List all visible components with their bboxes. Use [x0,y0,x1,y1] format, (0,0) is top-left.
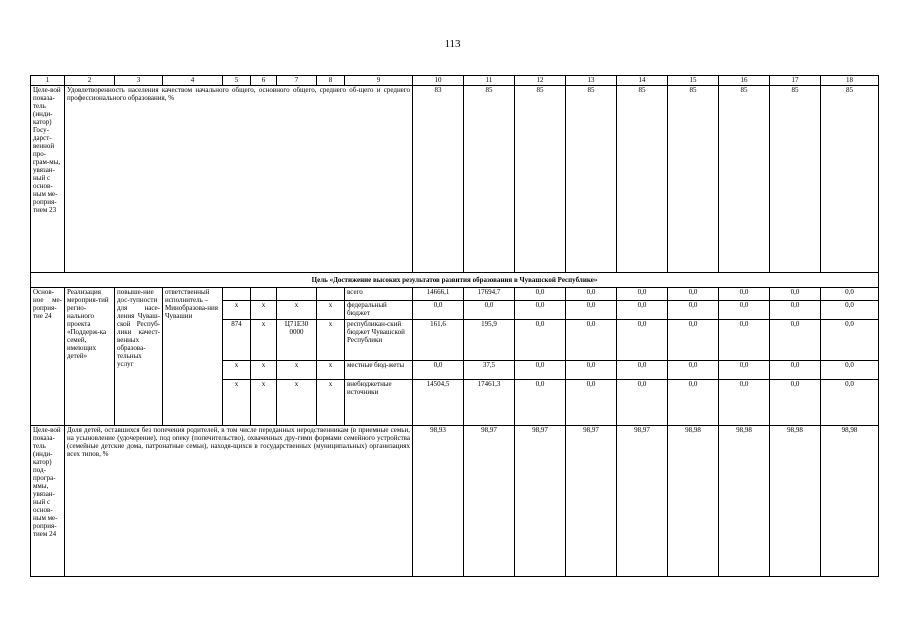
funding-value: 0,0 [821,301,879,320]
funding-value: 0,0 [566,361,617,380]
budget-code-cell [277,288,317,301]
funding-value: 0,0 [617,288,668,301]
budget-code-cell: x [251,320,277,361]
funding-value: 0,0 [566,320,617,361]
indicator-value: 98,97 [515,426,566,577]
budget-code-cell: x [317,380,345,426]
indicator-value: 98,98 [719,426,770,577]
funding-value: 0,0 [821,288,879,301]
funding-value: 0,0 [668,380,719,426]
budget-code-cell: x [251,380,277,426]
funding-value: 161,6 [413,320,464,361]
indicator-value: 98,93 [413,426,464,577]
event-executor: ответственный исполнитель – Минобразова-ния Чувашии [163,288,223,426]
funding-value: 14666,1 [413,288,464,301]
funding-source: всего [345,288,413,301]
funding-source: республикан-ский бюджет Чувашской Республики [345,320,413,361]
funding-source: федеральный бюджет [345,301,413,320]
indicator-description: Удовлетворенность населения качеством начального общего, основного общего, среднего об-щего и среднего профессионального образования, % [65,86,413,273]
funding-value: 0,0 [719,288,770,301]
budget-code-cell: x [223,380,251,426]
budget-code-cell: Ц71Е30 0000 [277,320,317,361]
funding-value: 0,0 [617,320,668,361]
indicator-value: 85 [719,86,770,273]
funding-value: 0,0 [413,361,464,380]
funding-value: 0,0 [566,380,617,426]
funding-value: 0,0 [770,361,821,380]
funding-value: 0,0 [617,380,668,426]
budget-code-cell: 874 [223,320,251,361]
budget-code-cell: x [277,361,317,380]
event-title: Реализация мероприя-тий регио-нального проекта «Поддерж-ка семей, имеющих детей» [65,288,115,426]
column-number: 12 [515,76,566,86]
funding-row [31,288,879,301]
funding-source: внебюджетные источники [345,380,413,426]
column-number: 8 [317,76,345,86]
indicator-value: 98,98 [770,426,821,577]
indicator-label: Целе-вой показа-тель (инди-катор) под-програ-ммы, увязан-ный с основ-ным ме-роприя-тием 24 [31,426,65,577]
budget-code-cell: x [223,301,251,320]
budget-code-cell: x [317,320,345,361]
funding-value: 0,0 [515,320,566,361]
funding-value: 14504,5 [413,380,464,426]
budget-code-cell: x [317,301,345,320]
budget-code-cell [251,288,277,301]
budget-code-cell: x [223,361,251,380]
budget-code-cell: x [277,380,317,426]
column-number: 7 [277,76,317,86]
funding-value: 0,0 [668,320,719,361]
funding-value: 0,0 [515,380,566,426]
column-number: 15 [668,76,719,86]
indicator-value: 85 [515,86,566,273]
indicator-value: 85 [770,86,821,273]
header-row [31,76,879,86]
funding-value: 0,0 [821,361,879,380]
funding-value: 0,0 [770,320,821,361]
indicator-label: Целе-вой показа-тель (инди-катор) Госу-дарст-венной про-грам-мы, увязан-ный с основ-ным ме-роприя-тием 23 [31,86,65,273]
funding-value: 0,0 [413,301,464,320]
budget-code-cell: x [251,361,277,380]
funding-value: 0,0 [566,288,617,301]
indicator-description: Доля детей, оставшихся без попечения родителей, в том числе переданных неродственникам (в приемные семьи, на усыновление (удочерение), под опеку (попечительство), охваченных дру-гими формами семейного устройства (семейные детские дома, патронатные семьи), находя-щихся в государственных (муниципальных) организациях всех типов, % [65,426,413,577]
column-number: 5 [223,76,251,86]
page-number: 113 [444,38,461,50]
indicator-value: 98,98 [821,426,879,577]
column-number: 10 [413,76,464,86]
column-number: 3 [115,76,163,86]
budget-code-cell: x [251,301,277,320]
column-number: 9 [345,76,413,86]
funding-value: 17694,7 [464,288,515,301]
indicator-value: 83 [413,86,464,273]
funding-value: 0,0 [821,380,879,426]
indicator-row-24 [31,426,879,577]
indicator-value: 98,97 [566,426,617,577]
column-number: 4 [163,76,223,86]
funding-value: 17461,3 [464,380,515,426]
funding-value: 0,0 [515,361,566,380]
funding-value: 0,0 [566,301,617,320]
budget-code-cell [223,288,251,301]
funding-value: 0,0 [719,361,770,380]
column-number: 16 [719,76,770,86]
indicator-value: 85 [668,86,719,273]
indicator-value: 85 [566,86,617,273]
column-number: 14 [617,76,668,86]
funding-value: 0,0 [668,288,719,301]
budget-code-cell: x [317,361,345,380]
indicator-value: 85 [821,86,879,273]
column-number: 1 [31,76,65,86]
funding-value: 0,0 [617,301,668,320]
column-number: 17 [770,76,821,86]
funding-value: 0,0 [719,380,770,426]
column-number: 11 [464,76,515,86]
column-number: 18 [821,76,879,86]
column-number: 6 [251,76,277,86]
funding-value: 0,0 [719,320,770,361]
funding-value: 0,0 [770,301,821,320]
funding-value: 0,0 [770,288,821,301]
funding-value: 195,9 [464,320,515,361]
event-label: Основ-ное ме-роприя-тие 24 [31,288,65,426]
funding-value: 0,0 [464,301,515,320]
program-table [30,75,879,577]
indicator-value: 98,98 [668,426,719,577]
funding-value: 0,0 [617,361,668,380]
column-number: 13 [566,76,617,86]
funding-value: 37,5 [464,361,515,380]
funding-source: местные бюд-жеты [345,361,413,380]
funding-value: 0,0 [821,320,879,361]
budget-code-cell: x [277,301,317,320]
indicator-value: 85 [464,86,515,273]
indicator-value: 98,97 [617,426,668,577]
indicator-row-23 [31,86,879,273]
funding-value: 0,0 [719,301,770,320]
funding-value: 0,0 [770,380,821,426]
funding-value: 0,0 [668,301,719,320]
event-goal: повыше-ние дос-тупности для насе-ления Чуваш-ской Респуб-лики качест-венных образова-тельных услуг [115,288,163,426]
budget-code-cell [317,288,345,301]
funding-value: 0,0 [515,301,566,320]
funding-value: 0,0 [515,288,566,301]
goal-title: Цель «Достижение высоких результатов развития образования в Чувашской Республике» [31,273,879,288]
indicator-value: 98,97 [464,426,515,577]
funding-value: 0,0 [668,361,719,380]
goal-row [31,273,879,288]
column-number: 2 [65,76,115,86]
indicator-value: 85 [617,86,668,273]
